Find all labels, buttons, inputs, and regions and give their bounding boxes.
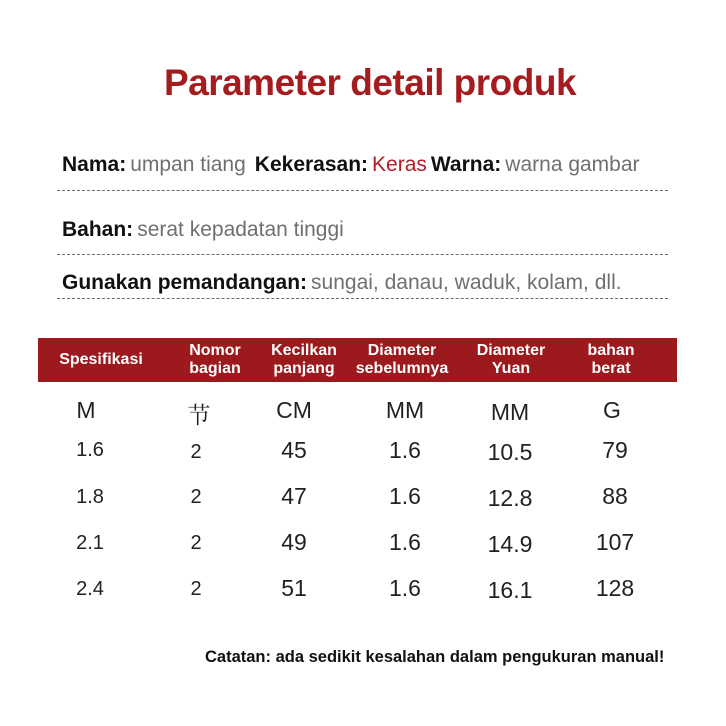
hardness-key: Kekerasan: — [254, 153, 369, 176]
usage-key: Gunakan pemandangan: — [62, 271, 308, 294]
table-cell: 16.1 — [487, 577, 533, 603]
table-cell: 2 — [190, 578, 202, 600]
header-spesifikasi: Spesifikasi — [59, 351, 143, 368]
color-key: Warna: — [430, 153, 502, 176]
divider — [57, 254, 668, 255]
page-title: Parameter detail produk — [163, 62, 577, 103]
attribute-line-3 — [62, 271, 622, 295]
table-cell: 1.6 — [389, 483, 421, 509]
table-cell: 2.4 — [76, 578, 104, 600]
table-header — [38, 338, 677, 382]
table-cell: 128 — [595, 575, 635, 601]
table-cell: 2 — [190, 441, 202, 463]
header-diameter-sebelumnya: Diameter sebelumnya — [355, 342, 449, 377]
header-nomor-bagian: Nomor bagian — [189, 342, 241, 377]
measurement-note: Catatan: ada sedikit kesalahan dalam pengukuran manual! — [205, 648, 665, 666]
divider — [57, 298, 668, 299]
material-key: Bahan: — [62, 218, 134, 241]
table-cell: 2 — [190, 532, 202, 554]
unit-cell: G — [603, 397, 621, 423]
table-cell: 49 — [281, 529, 307, 555]
table-cell: 1.6 — [389, 529, 421, 555]
table-cell: 10.5 — [487, 439, 533, 465]
table-cell: 14.9 — [487, 531, 533, 557]
table-cell: 2.1 — [76, 532, 104, 554]
hardness-value: Keras — [372, 153, 427, 176]
table-cell: 79 — [602, 437, 628, 463]
table-cell: 88 — [602, 483, 628, 509]
attribute-line-1 — [62, 153, 640, 177]
color-value: warna gambar — [505, 153, 640, 176]
material-value: serat kepadatan tinggi — [137, 218, 344, 241]
table-cell: 12.8 — [487, 485, 533, 511]
table-cell: 1.6 — [389, 575, 421, 601]
unit-cell: M — [76, 397, 96, 423]
name-key: Nama: — [62, 153, 127, 176]
unit-cell: MM — [385, 397, 425, 423]
unit-cell: 节 — [187, 402, 211, 428]
table-cell: 1.6 — [389, 437, 421, 463]
table-cell: 47 — [281, 483, 307, 509]
attribute-line-2 — [62, 218, 344, 242]
table-cell: 51 — [281, 575, 307, 601]
divider — [57, 190, 668, 191]
unit-cell: CM — [276, 397, 312, 423]
header-bahan-berat: bahan berat — [587, 342, 635, 377]
table-cell: 1.8 — [76, 486, 104, 508]
name-value: umpan tiang — [130, 153, 246, 176]
table-cell: 2 — [190, 486, 202, 508]
table-cell: 45 — [281, 437, 307, 463]
header-diameter-yuan: Diameter Yuan — [476, 342, 546, 377]
table-cell: 107 — [595, 529, 635, 555]
table-cell: 1.6 — [76, 439, 104, 461]
unit-cell: MM — [490, 399, 530, 425]
header-kecilkan-panjang: Kecilkan panjang — [271, 342, 337, 377]
usage-value: sungai, danau, waduk, kolam, dll. — [311, 271, 622, 294]
